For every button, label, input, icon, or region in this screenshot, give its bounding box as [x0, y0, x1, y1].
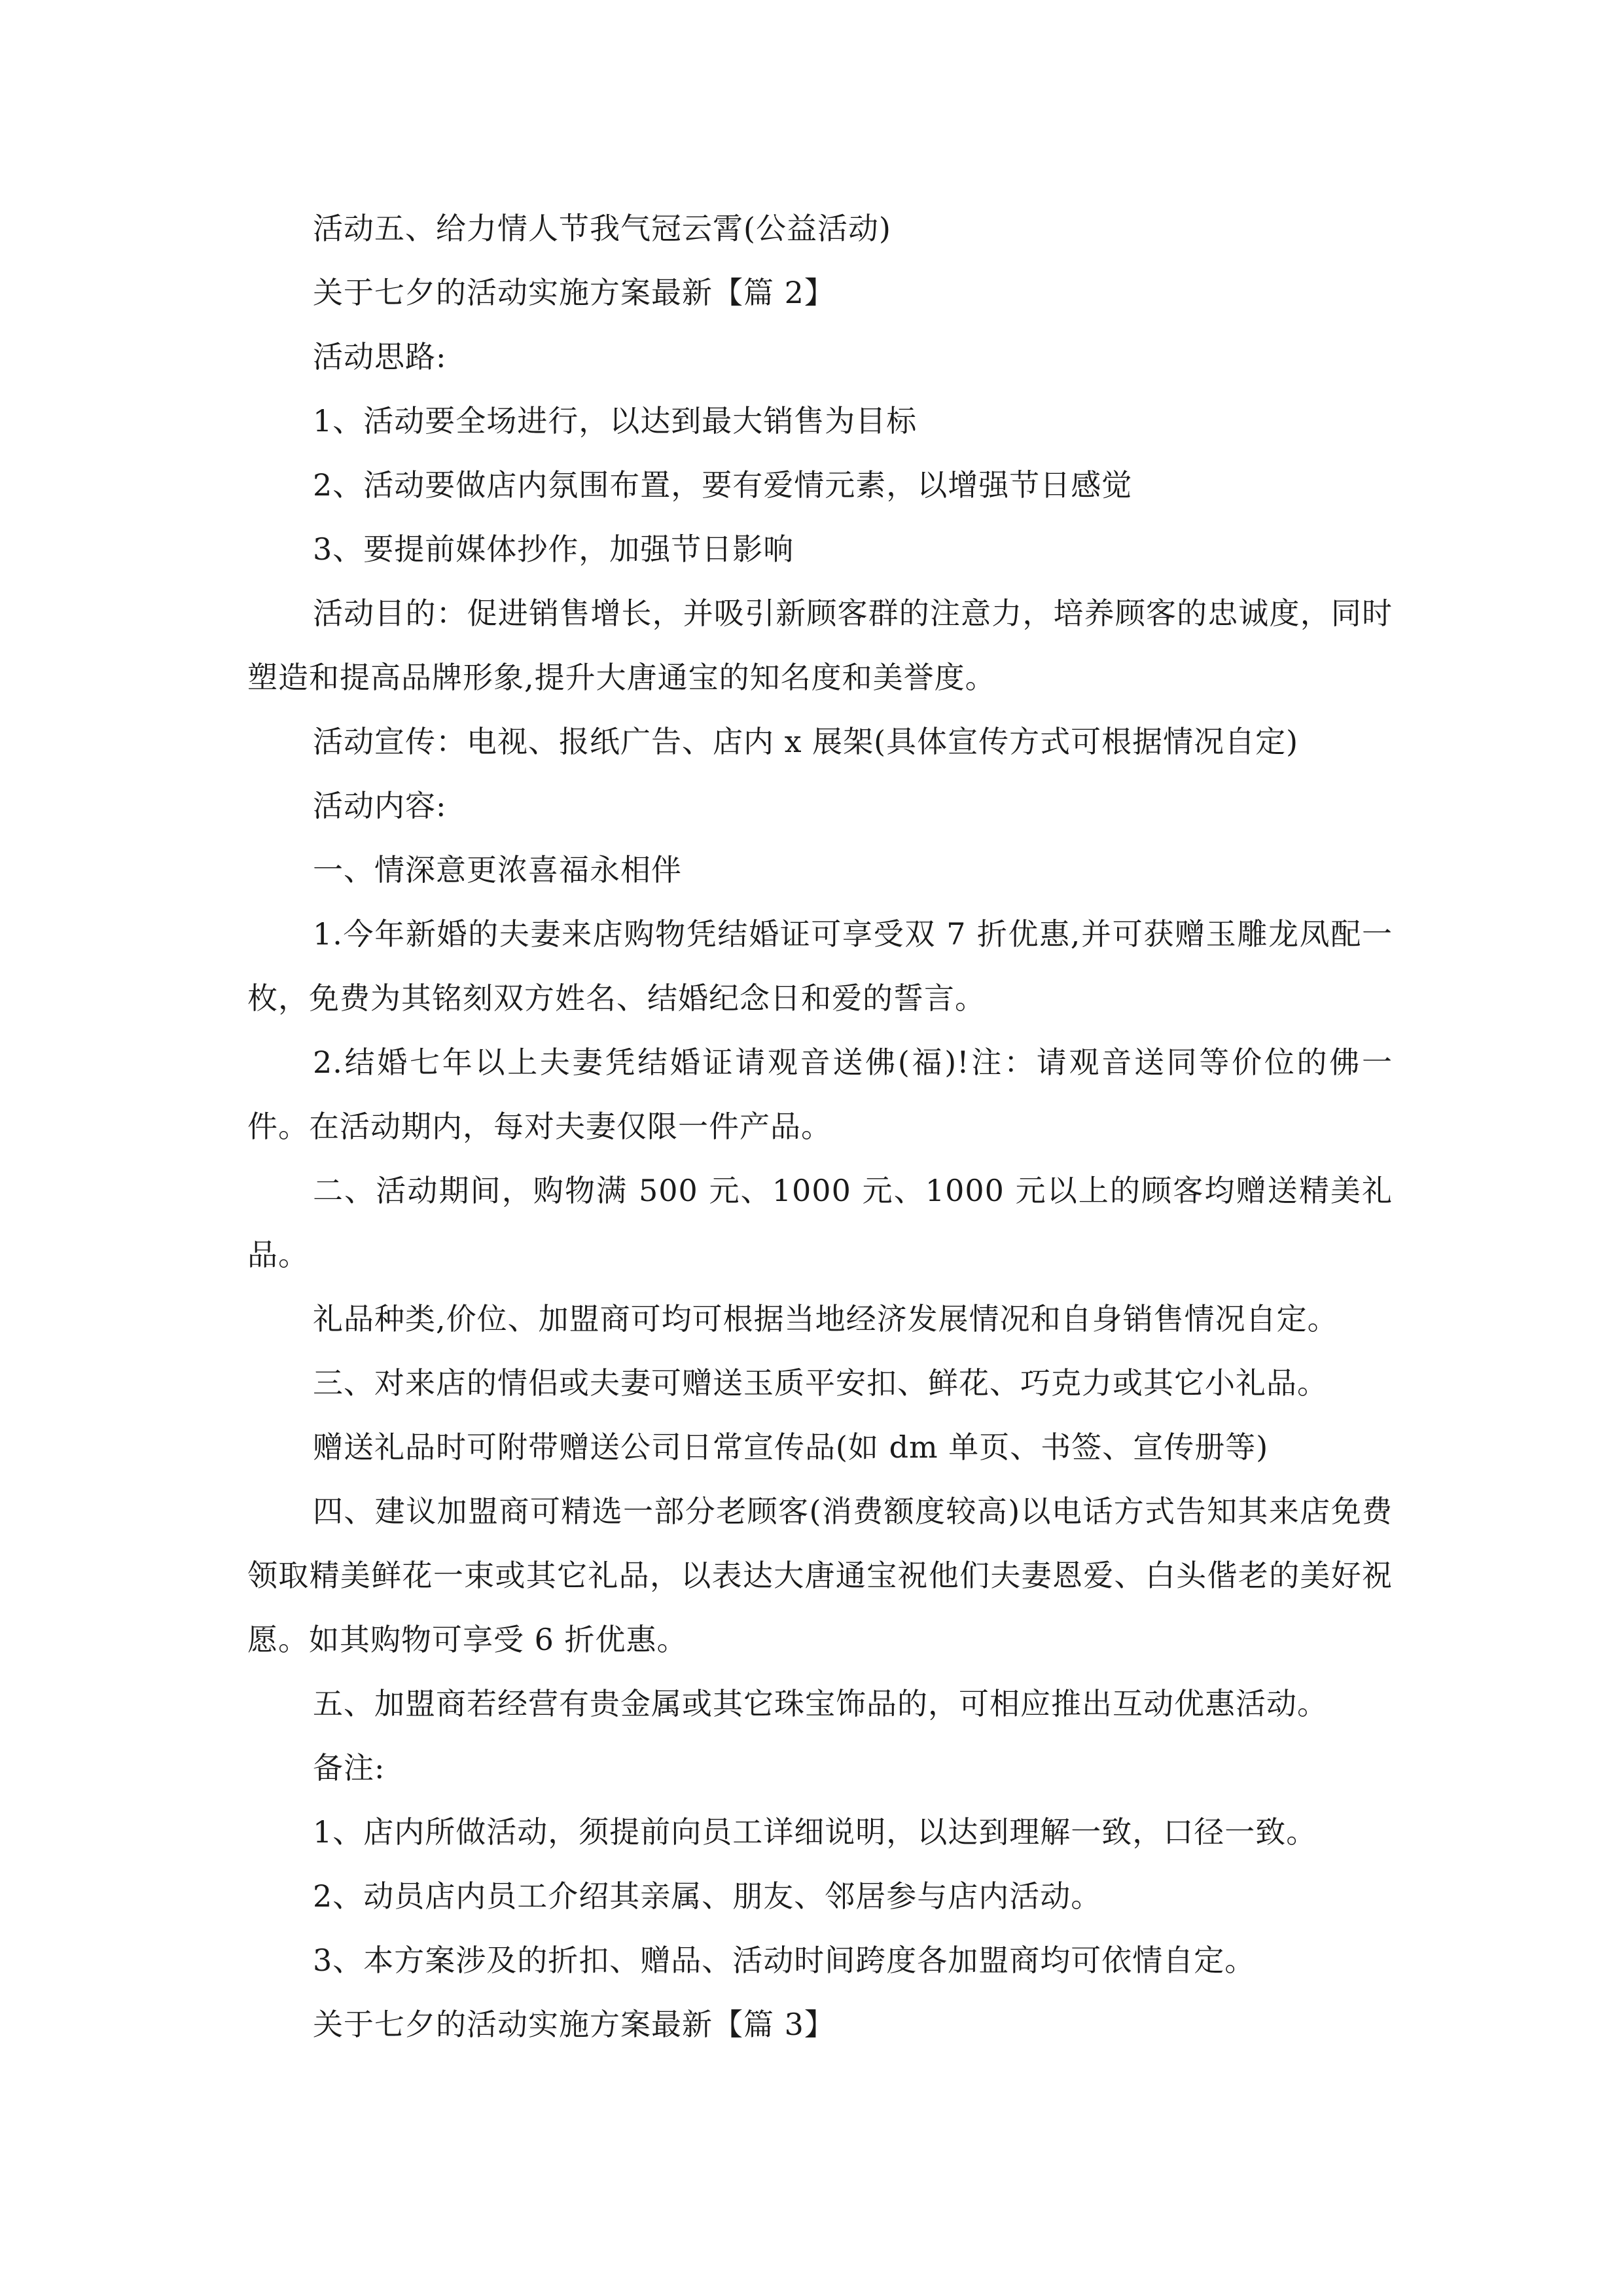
section-heading-part-3: 关于七夕的活动实施方案最新【篇 3】: [313, 2007, 835, 2042]
paragraph-notes-label: 备注:: [313, 1750, 385, 1785]
paragraph-newlywed-offer: 1.今年新婚的夫妻来店购物凭结婚证可享受双 7 折优惠,并可获赠玉雕龙凤配一枚，免费为其铭刻双方姓名、结婚纪念日和爱的誓言。: [247, 916, 1393, 1016]
list-item-idea-3: 3、要提前媒体抄作，加强节日影响: [313, 531, 794, 567]
list-item-idea-2: 2、活动要做店内氛围布置，要有爱情元素，以增强节日感觉: [313, 467, 1133, 503]
paragraph-activity-promotion: 活动宣传：电视、报纸广告、店内 x 展架(具体宣传方式可根据情况自定): [313, 724, 1299, 759]
paragraph-content-item-1: 一、情深意更浓喜福永相伴: [313, 852, 682, 888]
paragraph-activity-content-label: 活动内容:: [313, 788, 447, 823]
paragraph-content-item-3: 三、对来店的情侣或夫妻可赠送玉质平安扣、鲜花、巧克力或其它小礼品。: [313, 1365, 1328, 1401]
list-item-note-3: 3、本方案涉及的折扣、赠品、活动时间跨度各加盟商均可依情自定。: [313, 1943, 1256, 1978]
list-item-note-1: 1、店内所做活动，须提前向员工详细说明，以达到理解一致，口径一致。: [313, 1814, 1317, 1850]
paragraph-activity-ideas-label: 活动思路:: [313, 339, 447, 374]
list-item-idea-1: 1、活动要全场进行，以达到最大销售为目标: [313, 403, 918, 439]
paragraph-activity-purpose: 活动目的：促进销售增长，并吸引新顾客群的注意力，培养顾客的忠诚度，同时塑造和提高品牌形象,提升大唐通宝的知名度和美誉度。: [247, 596, 1393, 695]
paragraph-gift-attachments: 赠送礼品时可附带赠送公司日常宣传品(如 dm 单页、书签、宣传册等): [313, 1429, 1269, 1465]
document-body: [247, 196, 1393, 2056]
paragraph-content-item-2: 二、活动期间，购物满 500 元、1000 元、1000 元以上的顾客均赠送精美礼品。: [247, 1173, 1393, 1272]
section-heading-part-2: 关于七夕的活动实施方案最新【篇 2】: [313, 275, 835, 310]
paragraph-content-item-4: 四、建议加盟商可精选一部分老顾客(消费额度较高)以电话方式告知其来店免费领取精美鲜花一束或其它礼品，以表达大唐通宝祝他们夫妻恩爱、白头偕老的美好祝愿。如其购物可享受 6 折优惠。: [247, 1494, 1393, 1657]
list-item-note-2: 2、动员店内员工介绍其亲属、朋友、邻居参与店内活动。: [313, 1878, 1102, 1914]
paragraph-seven-year-offer: 2.结婚七年以上夫妻凭结婚证请观音送佛(福)!注：请观音送同等价位的佛一件。在活动期内，每对夫妻仅限一件产品。: [247, 1045, 1393, 1144]
paragraph-content-item-5: 五、加盟商若经营有贵金属或其它珠宝饰品的，可相应推出互动优惠活动。: [313, 1686, 1328, 1721]
paragraph-gift-types: 礼品种类,价位、加盟商可均可根据当地经济发展情况和自身销售情况自定。: [313, 1301, 1338, 1336]
paragraph-activity-five: 活动五、给力情人节我气冠云霄(公益活动): [313, 211, 891, 246]
